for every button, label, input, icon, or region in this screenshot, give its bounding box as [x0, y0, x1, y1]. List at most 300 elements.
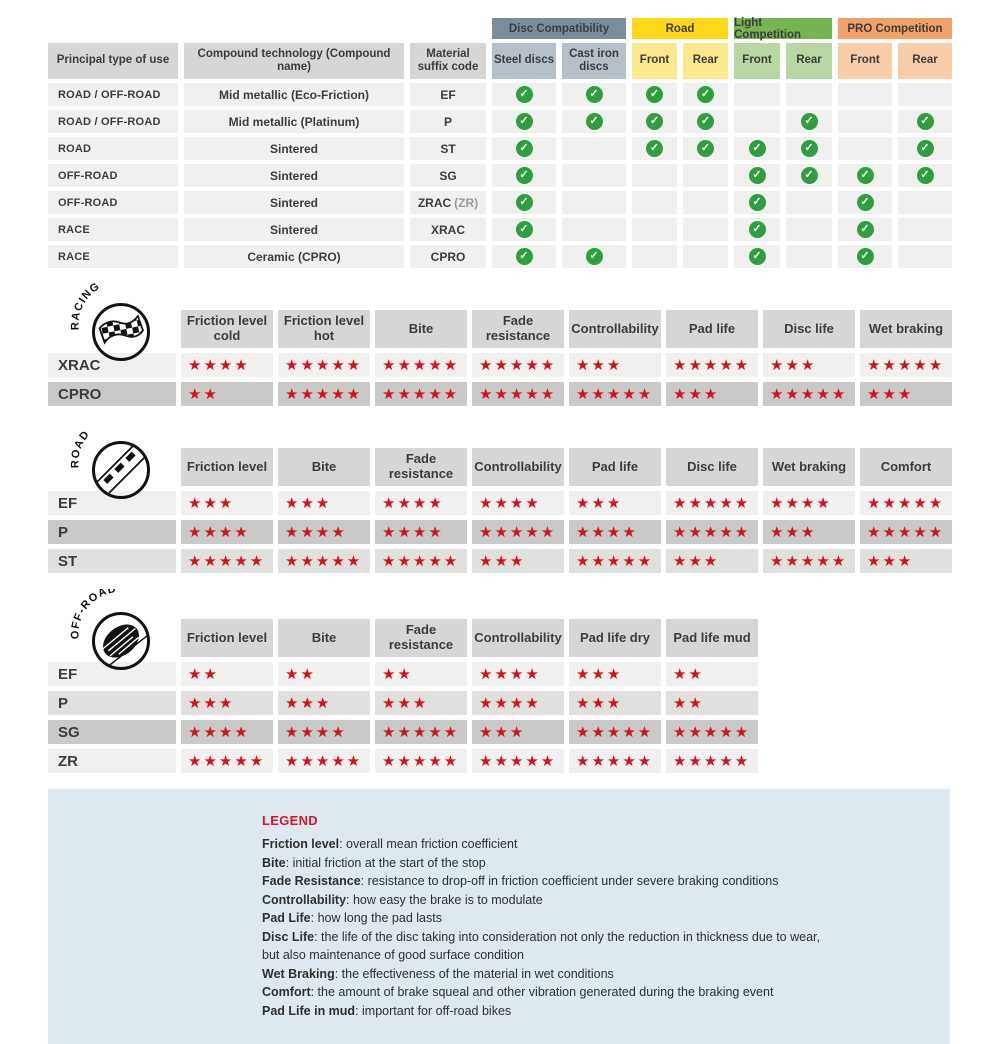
check-icon: ✓	[516, 86, 533, 103]
column-header: Rear	[683, 43, 728, 79]
star-rating: ★★★★★	[285, 356, 363, 374]
check-cell	[562, 164, 626, 187]
compound-code-label: P	[48, 520, 176, 544]
star-rating: ★★★★	[188, 523, 250, 541]
rating-cell	[472, 720, 564, 744]
rating-cell	[181, 720, 273, 744]
road-section	[48, 428, 1000, 573]
column-header: Wet braking	[860, 310, 952, 348]
check-icon: ✓	[749, 194, 766, 211]
star-rating: ★★★★★	[479, 523, 557, 541]
racing-flag-icon	[70, 280, 170, 364]
check-cell	[562, 110, 626, 133]
suffix-code: ZRAC	[417, 195, 452, 210]
legend-entry: Comfort: the amount of brake squeal and other vibration generated during the braking event	[262, 985, 774, 999]
check-cell	[786, 245, 832, 268]
rating-cell	[472, 549, 564, 573]
compound-code-label: ZR	[48, 749, 176, 773]
check-cell	[492, 83, 556, 106]
check-icon: ✓	[697, 113, 714, 130]
rating-cell	[569, 549, 661, 573]
compound-code-label: P	[48, 691, 176, 715]
star-rating: ★★★★	[285, 523, 347, 541]
star-rating: ★★	[188, 385, 219, 403]
check-cell	[898, 164, 952, 187]
use-cell: ROAD / OFF-ROAD	[48, 110, 178, 133]
suffix-code: XRAC	[430, 222, 465, 237]
rating-cell	[278, 520, 370, 544]
rating-cell	[860, 353, 952, 377]
offroad-table	[48, 619, 1000, 773]
column-header: Fade resistance	[472, 310, 564, 348]
use-cell: RACE	[48, 218, 178, 241]
check-cell	[683, 110, 728, 133]
rating-cell	[375, 382, 467, 406]
legend-entry: Wet Braking: the effectiveness of the material in wet conditions	[262, 966, 614, 981]
check-icon: ✓	[646, 140, 663, 157]
check-icon: ✓	[516, 140, 533, 157]
check-icon: ✓	[857, 167, 874, 184]
check-cell	[492, 191, 556, 214]
check-cell	[562, 191, 626, 214]
check-cell	[898, 83, 952, 106]
legend-term: Controllability	[262, 892, 347, 907]
check-cell	[838, 164, 892, 187]
rating-cell	[860, 491, 952, 515]
check-cell	[734, 137, 780, 160]
compound-cell: Sintered	[184, 218, 404, 241]
check-cell	[838, 191, 892, 214]
star-rating: ★★★★★	[479, 385, 557, 403]
check-cell	[838, 110, 892, 133]
rating-cell	[666, 749, 758, 773]
check-cell	[786, 191, 832, 214]
column-header: Rear	[898, 43, 952, 79]
check-cell	[632, 110, 677, 133]
legend-title: LEGEND	[262, 813, 318, 828]
legend-term: Pad Life	[262, 911, 311, 925]
column-header: Fade resistance	[375, 448, 467, 486]
rating-cell	[569, 749, 661, 773]
compound-cell: Sintered	[184, 164, 404, 187]
check-icon: ✓	[516, 113, 533, 130]
check-cell	[492, 164, 556, 187]
column-header: Friction level cold	[181, 310, 273, 348]
rating-cell	[181, 749, 273, 773]
rating-cell	[181, 491, 273, 515]
rating-cell	[666, 662, 758, 686]
star-rating: ★★★★★	[673, 494, 751, 512]
star-rating: ★★★★★	[382, 385, 460, 403]
column-header: Front	[734, 43, 780, 79]
column-header: Comfort	[860, 448, 952, 486]
compound-cell: Mid metallic (Platinum)	[184, 110, 404, 133]
legend-term: Disc Life	[262, 929, 315, 944]
column-header: Pad life mud	[666, 619, 758, 657]
star-rating: ★★★★★	[867, 494, 945, 512]
star-rating: ★★★	[285, 494, 332, 512]
offroad-icon	[70, 589, 170, 673]
legend-entry: Pad Life: how long the pad lasts	[262, 911, 442, 925]
check-icon: ✓	[697, 86, 714, 103]
column-header: Pad life	[569, 448, 661, 486]
star-rating: ★★★★★	[285, 385, 363, 403]
check-icon: ✓	[516, 248, 533, 265]
column-header: Disc life	[666, 448, 758, 486]
suffix-code: CPRO	[430, 249, 466, 264]
star-rating: ★★★	[770, 523, 817, 541]
check-cell	[898, 245, 952, 268]
check-icon: ✓	[516, 167, 533, 184]
check-cell	[562, 245, 626, 268]
star-rating: ★★★★	[382, 494, 444, 512]
column-header: Disc life	[763, 310, 855, 348]
rating-cell	[472, 491, 564, 515]
check-icon: ✓	[801, 167, 818, 184]
star-rating: ★★★	[673, 385, 720, 403]
column-header: Controllability	[472, 448, 564, 486]
check-cell	[898, 137, 952, 160]
check-icon: ✓	[801, 113, 818, 130]
star-rating: ★★★	[867, 552, 914, 570]
rating-cell	[763, 382, 855, 406]
legend-term: Comfort	[262, 985, 311, 999]
rating-cell	[181, 382, 273, 406]
star-rating: ★★★★★	[382, 723, 460, 741]
star-rating: ★★★	[770, 356, 817, 374]
rating-cell	[181, 353, 273, 377]
rating-cell	[569, 382, 661, 406]
rating-cell	[569, 691, 661, 715]
svg-text:OFF-ROAD: OFF-ROAD	[70, 589, 118, 640]
check-icon: ✓	[857, 194, 874, 211]
star-rating: ★★★	[382, 694, 429, 712]
rating-cell	[375, 749, 467, 773]
compound-cell: Ceramic (CPRO)	[184, 245, 404, 268]
racing-table	[48, 310, 1000, 406]
check-cell	[683, 245, 728, 268]
star-rating: ★★	[382, 665, 413, 683]
star-rating: ★★★★	[479, 665, 541, 683]
suffix-cell	[410, 137, 486, 160]
star-rating: ★★	[188, 665, 219, 683]
column-header: Pad life	[666, 310, 758, 348]
star-rating: ★★★	[576, 665, 623, 683]
star-rating: ★★★	[576, 694, 623, 712]
star-rating: ★★★★★	[479, 356, 557, 374]
rating-cell	[860, 549, 952, 573]
legend-term: Bite	[262, 855, 286, 870]
rating-cell	[278, 749, 370, 773]
star-rating: ★★	[673, 694, 704, 712]
rating-cell	[375, 520, 467, 544]
column-header: Material suffix code	[410, 43, 486, 79]
check-icon: ✓	[749, 140, 766, 157]
star-rating: ★★★★★	[673, 752, 751, 770]
check-icon: ✓	[749, 248, 766, 265]
rating-cell	[278, 353, 370, 377]
legend-entry: Fade Resistance: resistance to drop-off in friction coefficient under severe braking conditions	[262, 874, 779, 888]
column-header: Controllability	[569, 310, 661, 348]
star-rating: ★★★★★	[673, 523, 751, 541]
check-cell	[632, 137, 677, 160]
column-header: Principal type of use	[48, 43, 178, 79]
rating-tables	[48, 280, 1000, 773]
check-icon: ✓	[917, 167, 934, 184]
rating-cell	[375, 720, 467, 744]
rating-cell	[181, 549, 273, 573]
rating-cell	[569, 720, 661, 744]
column-header: Front	[632, 43, 677, 79]
star-rating: ★★★★★	[382, 552, 460, 570]
use-cell: ROAD	[48, 137, 178, 160]
rating-cell	[666, 520, 758, 544]
check-cell	[683, 191, 728, 214]
check-cell	[492, 110, 556, 133]
check-cell	[786, 137, 832, 160]
compound-code-label: SG	[48, 720, 176, 744]
star-rating: ★★★★	[188, 356, 250, 374]
group-header: Light Competition	[734, 18, 832, 39]
road-icon	[70, 418, 170, 502]
rating-cell	[181, 662, 273, 686]
check-icon: ✓	[646, 86, 663, 103]
star-rating: ★★★★	[479, 694, 541, 712]
legend-entry: Bite: initial friction at the start of the stop	[262, 855, 486, 870]
check-icon: ✓	[516, 221, 533, 238]
legend-entry: Pad Life in mud: important for off-road bikes	[262, 1003, 512, 1018]
rating-cell	[666, 353, 758, 377]
legend-term: Wet Braking	[262, 966, 335, 981]
star-rating: ★★★★★	[673, 723, 751, 741]
check-icon: ✓	[586, 113, 603, 130]
use-cell: ROAD / OFF-ROAD	[48, 83, 178, 106]
rating-cell	[278, 382, 370, 406]
rating-cell	[472, 749, 564, 773]
group-header: PRO Competition	[838, 18, 952, 39]
check-cell	[683, 83, 728, 106]
road-table	[48, 448, 1000, 573]
rating-cell	[666, 720, 758, 744]
star-rating: ★★★	[479, 552, 526, 570]
check-cell	[786, 218, 832, 241]
column-header: Cast iron discs	[562, 43, 626, 79]
offroad-section	[48, 589, 1000, 773]
star-rating: ★★	[285, 665, 316, 683]
column-header: Bite	[278, 619, 370, 657]
star-rating: ★★★★	[479, 494, 541, 512]
compound-code-label: XRAC	[48, 353, 176, 377]
star-rating: ★★★★	[382, 523, 444, 541]
rating-cell	[763, 520, 855, 544]
rating-cell	[181, 691, 273, 715]
rating-cell	[569, 520, 661, 544]
suffix-code: ST	[440, 141, 456, 156]
star-rating: ★★★★★	[382, 356, 460, 374]
check-icon: ✓	[801, 140, 818, 157]
check-cell	[838, 218, 892, 241]
compound-cell: Mid metallic (Eco-Friction)	[184, 83, 404, 106]
legend-panel	[48, 789, 950, 1044]
rating-cell	[666, 549, 758, 573]
suffix-code: EF	[440, 87, 456, 102]
check-icon: ✓	[749, 167, 766, 184]
legend-entry: but also maintenance of good surface condition	[262, 948, 524, 962]
check-icon: ✓	[917, 140, 934, 157]
compound-cell: Sintered	[184, 137, 404, 160]
column-header: Friction level	[181, 448, 273, 486]
column-header: Friction level hot	[278, 310, 370, 348]
check-cell	[632, 83, 677, 106]
column-header: Controllability	[472, 619, 564, 657]
check-icon: ✓	[646, 113, 663, 130]
legend-entry: Disc Life: the life of the disc taking into consideration not only the reduction in thickness due to wear,	[262, 929, 820, 944]
star-rating: ★★★★★	[770, 385, 848, 403]
rating-cell	[375, 549, 467, 573]
compound-code-label: CPRO	[48, 382, 176, 406]
column-header: Fade resistance	[375, 619, 467, 657]
check-icon: ✓	[586, 248, 603, 265]
rating-cell	[375, 662, 467, 686]
star-rating: ★★★	[188, 694, 235, 712]
rating-cell	[472, 662, 564, 686]
star-rating: ★★★	[576, 356, 623, 374]
suffix-cell	[410, 191, 486, 214]
check-cell	[632, 245, 677, 268]
star-rating: ★★★	[285, 694, 332, 712]
rating-cell	[278, 549, 370, 573]
check-cell	[683, 164, 728, 187]
column-header: Wet braking	[763, 448, 855, 486]
suffix-code: SG	[439, 168, 457, 183]
rating-cell	[278, 720, 370, 744]
check-cell	[683, 218, 728, 241]
rating-cell	[472, 520, 564, 544]
star-rating: ★★★★★	[867, 356, 945, 374]
suffix-code: P	[443, 114, 452, 129]
group-header: Road	[632, 18, 728, 39]
star-rating: ★★★★★	[285, 752, 363, 770]
rating-cell	[666, 491, 758, 515]
star-rating: ★★★★★	[576, 552, 654, 570]
check-cell	[734, 191, 780, 214]
racing-section	[48, 280, 1000, 406]
check-cell	[562, 218, 626, 241]
rating-cell	[472, 691, 564, 715]
suffix-cell	[410, 164, 486, 187]
rating-cell	[472, 382, 564, 406]
check-cell	[562, 83, 626, 106]
check-cell	[898, 191, 952, 214]
column-header: Rear	[786, 43, 832, 79]
check-cell	[838, 245, 892, 268]
rating-cell	[763, 491, 855, 515]
column-header: Bite	[375, 310, 467, 348]
star-rating: ★★★★	[576, 523, 638, 541]
legend-term: Pad Life in mud	[262, 1003, 356, 1018]
check-icon: ✓	[857, 221, 874, 238]
check-cell	[786, 164, 832, 187]
legend-entry: Friction level: overall mean friction coefficient	[262, 837, 518, 851]
rating-cell	[860, 382, 952, 406]
check-cell	[734, 83, 780, 106]
star-rating: ★★★★★	[867, 523, 945, 541]
check-icon: ✓	[586, 86, 603, 103]
star-rating: ★★★	[576, 494, 623, 512]
rating-cell	[763, 353, 855, 377]
star-rating: ★★	[673, 665, 704, 683]
star-rating: ★★★★★	[285, 552, 363, 570]
legend-term: Friction level	[262, 837, 340, 851]
column-header: Bite	[278, 448, 370, 486]
rating-cell	[375, 353, 467, 377]
check-cell	[734, 164, 780, 187]
check-cell	[786, 83, 832, 106]
star-rating: ★★★	[479, 723, 526, 741]
check-icon: ✓	[749, 221, 766, 238]
compound-code-label: ST	[48, 549, 176, 573]
rating-cell	[181, 520, 273, 544]
legend-entry: Controllability: how easy the brake is to modulate	[262, 892, 543, 907]
check-cell	[838, 137, 892, 160]
rating-cell	[569, 662, 661, 686]
compound-code-label: EF	[48, 662, 176, 686]
star-rating: ★★★★	[285, 723, 347, 741]
star-rating: ★★★	[673, 552, 720, 570]
star-rating: ★★★★★	[188, 752, 266, 770]
check-cell	[734, 218, 780, 241]
star-rating: ★★★	[188, 494, 235, 512]
check-cell	[734, 110, 780, 133]
star-rating: ★★★★★	[188, 552, 266, 570]
star-rating: ★★★★★	[673, 356, 751, 374]
compound-cell: Sintered	[184, 191, 404, 214]
column-header: Pad life dry	[569, 619, 661, 657]
legend-entries	[262, 835, 920, 1020]
column-header: Steel discs	[492, 43, 556, 79]
check-cell	[898, 218, 952, 241]
rating-cell	[375, 691, 467, 715]
suffix-note: (ZR)	[454, 195, 479, 210]
legend-term: Fade Resistance	[262, 874, 361, 888]
check-cell	[786, 110, 832, 133]
check-cell	[838, 83, 892, 106]
check-cell	[632, 218, 677, 241]
check-icon: ✓	[917, 113, 934, 130]
rating-cell	[763, 549, 855, 573]
suffix-cell	[410, 218, 486, 241]
use-cell: OFF-ROAD	[48, 191, 178, 214]
suffix-cell	[410, 83, 486, 106]
suffix-cell	[410, 110, 486, 133]
check-cell	[898, 110, 952, 133]
check-cell	[492, 245, 556, 268]
rating-cell	[375, 491, 467, 515]
check-cell	[683, 137, 728, 160]
star-rating: ★★★★★	[770, 552, 848, 570]
group-header: Disc Compatibility	[492, 18, 626, 39]
use-cell: RACE	[48, 245, 178, 268]
rating-cell	[278, 491, 370, 515]
check-cell	[734, 245, 780, 268]
rating-cell	[666, 382, 758, 406]
rating-cell	[278, 691, 370, 715]
column-header: Front	[838, 43, 892, 79]
star-rating: ★★★★	[188, 723, 250, 741]
check-icon: ✓	[516, 194, 533, 211]
rating-cell	[472, 353, 564, 377]
star-rating: ★★★★★	[576, 723, 654, 741]
